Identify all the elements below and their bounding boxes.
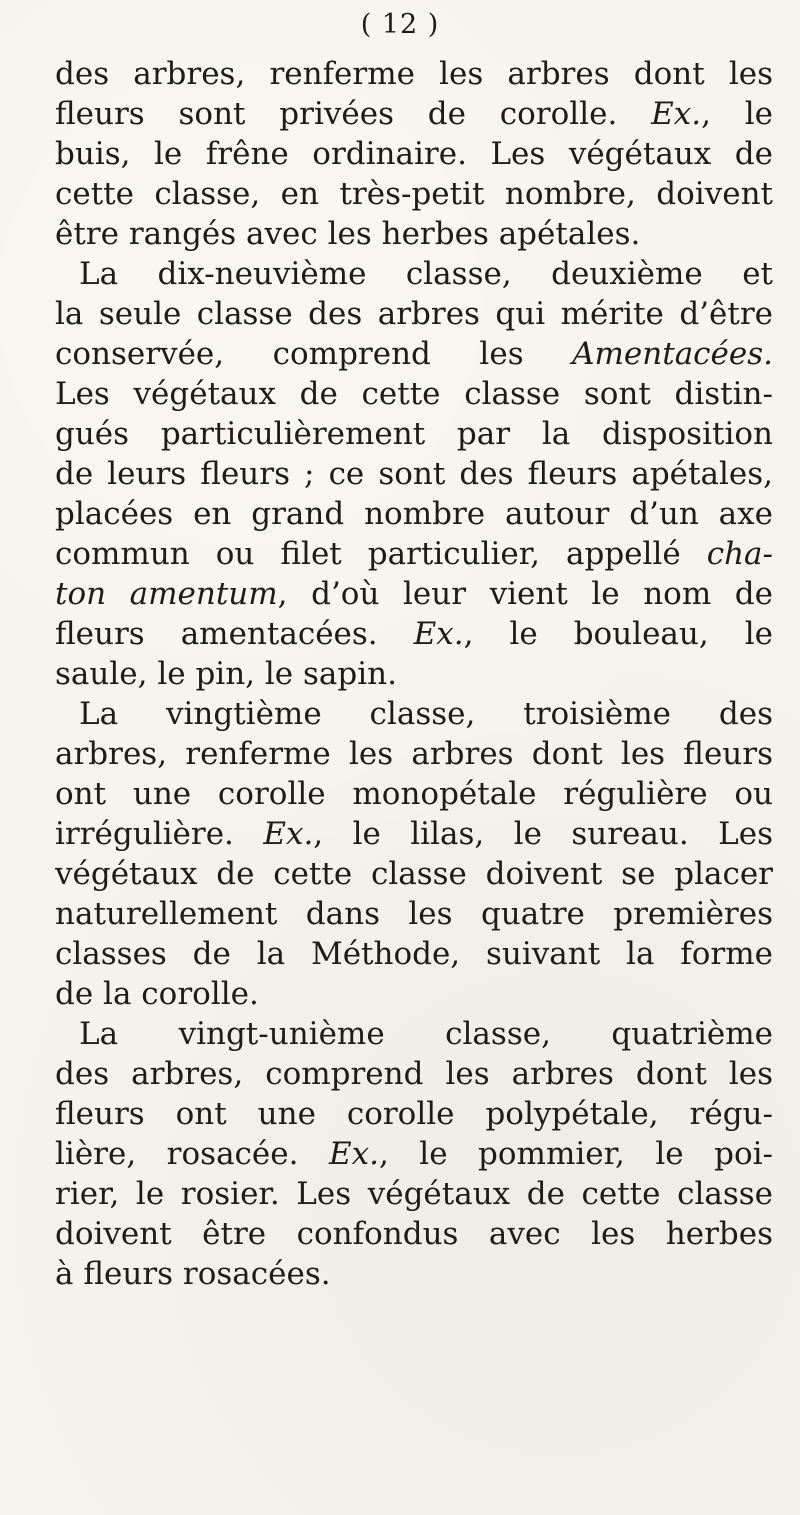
text-line-21: végétaux de cette classe doivent se placer xyxy=(55,856,773,892)
italic-term-amentum: ton amentum xyxy=(55,576,278,612)
text-line-30: doivent être confondus avec les herbes xyxy=(55,1216,773,1252)
text-line-13 xyxy=(55,534,773,574)
text-line-18: arbres, renferme les arbres dont les fleurs xyxy=(55,736,773,772)
text-line-2-end: , le xyxy=(701,96,773,132)
text-line-24: de la corolle. xyxy=(55,976,259,1012)
text-line-13-main: commun ou filet particulier, appellé xyxy=(55,536,707,572)
example-abbrev: Ex. xyxy=(651,96,702,132)
text-line-7: la seule classe des arbres qui mérite d’être xyxy=(55,296,773,332)
text-line-9: Les végétaux de cette classe sont distin- xyxy=(55,376,773,412)
text-line-5: être rangés avec les herbes apétales. xyxy=(55,216,641,252)
text-line-8 xyxy=(55,334,773,374)
text-line-20 xyxy=(55,814,773,854)
text-line-20-main: irrégulière. xyxy=(55,816,264,852)
text-line-15 xyxy=(55,614,773,654)
text-line-17: La vingtième classe, troisième des xyxy=(79,696,773,732)
text-line-28-end: , le pommier, le poi- xyxy=(378,1136,773,1172)
text-line-2-main: fleurs sont privées de corolle. xyxy=(55,96,652,132)
italic-term-amentacees: Amentacées. xyxy=(572,336,773,372)
text-line-16: saule, le pin, le sapin. xyxy=(55,656,397,692)
page-number: ( 12 ) xyxy=(360,9,440,40)
text-line-31: à fleurs rosacées. xyxy=(55,1256,331,1292)
text-line-26: des arbres, comprend les arbres dont les xyxy=(55,1056,773,1092)
text-line-10: gués particulièrement par la disposition xyxy=(55,416,773,452)
text-line-23: classes de la Méthode, suivant la forme xyxy=(55,936,773,972)
body-text xyxy=(55,54,773,1294)
text-line-14-end: , d’où leur vient le nom de xyxy=(277,576,773,612)
text-line-11: de leurs fleurs ; ce sont des fleurs apétales, xyxy=(55,456,773,492)
text-line-28-main: lière, rosacée. xyxy=(55,1136,329,1172)
text-line-14 xyxy=(55,574,773,614)
text-line-22: naturellement dans les quatre premières xyxy=(55,896,773,932)
text-line-19: ont une corolle monopétale régulière ou xyxy=(55,776,773,812)
text-line-28 xyxy=(55,1134,773,1174)
text-line-3: buis, le frêne ordinaire. Les végétaux de xyxy=(55,136,773,172)
example-abbrev: Ex. xyxy=(413,616,464,652)
text-line-29: rier, le rosier. Les végétaux de cette classe xyxy=(55,1176,773,1212)
text-line-6: La dix-neuvième classe, deuxième et xyxy=(79,256,773,292)
example-abbrev: Ex. xyxy=(328,1136,379,1172)
text-line-1: des arbres, renferme les arbres dont les xyxy=(55,56,773,92)
text-line-15-end: , le bouleau, le xyxy=(463,616,773,652)
italic-term-chaton: cha- xyxy=(706,536,773,572)
text-line-27: fleurs ont une corolle polypétale, régu- xyxy=(55,1096,773,1132)
example-abbrev: Ex. xyxy=(263,816,314,852)
text-line-15-main: fleurs amentacées. xyxy=(55,616,414,652)
text-line-4: cette classe, en très-petit nombre, doivent xyxy=(55,176,773,212)
text-line-12: placées en grand nombre autour d’un axe xyxy=(55,496,773,532)
text-line-20-end: , le lilas, le sureau. Les xyxy=(313,816,773,852)
text-line-25: La vingt-unième classe, quatrième xyxy=(79,1016,773,1052)
text-line-8-main: conservée, comprend les xyxy=(55,336,573,372)
text-line-2 xyxy=(55,94,773,134)
